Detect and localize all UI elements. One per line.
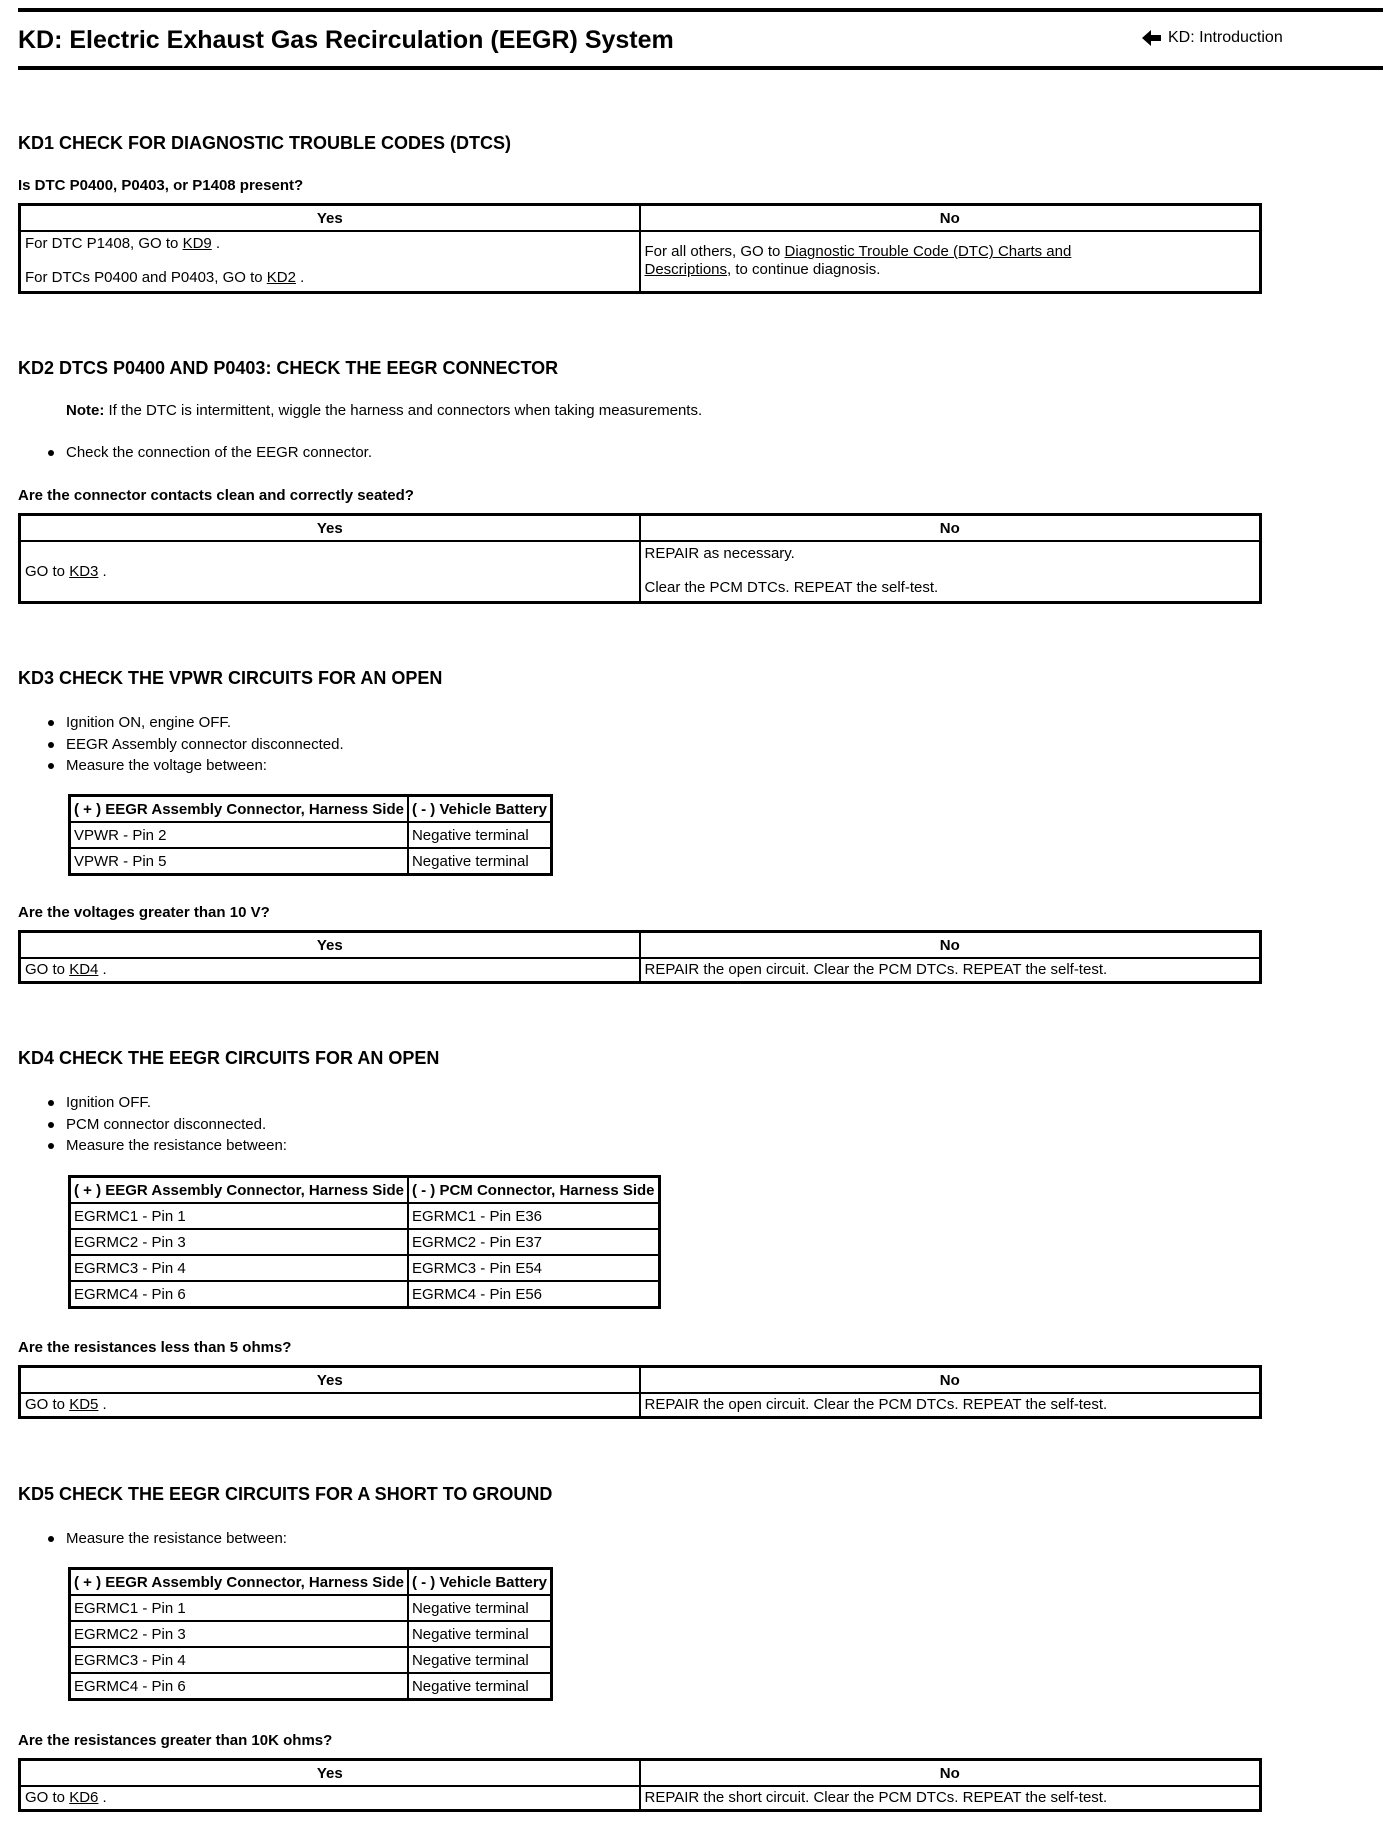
list-item: Measure the voltage between:	[48, 755, 344, 777]
back-arrow-icon	[1142, 29, 1162, 47]
question-kd3: Are the voltages greater than 10 V?	[18, 904, 270, 921]
no-header: No	[640, 1367, 1261, 1394]
section-heading: KD4 CHECK THE EEGR CIRCUITS FOR AN OPEN	[18, 1048, 440, 1068]
no-header: No	[640, 205, 1261, 232]
yes-cell	[20, 231, 640, 292]
text: Clear the PCM DTCs. REPEAT the self-test.	[644, 579, 939, 597]
bullet-list	[48, 442, 372, 464]
list-item: EEGR Assembly connector disconnected.	[48, 734, 344, 756]
cell: Negative terminal	[408, 1621, 552, 1647]
table-row	[70, 1281, 660, 1308]
text: For DTCs P0400 and P0403, GO to	[25, 269, 267, 287]
page-header	[18, 8, 1383, 70]
no-cell: REPAIR the open circuit. Clear the PCM DTCs. REPEAT the self-test.	[640, 1393, 1261, 1417]
list-item: Measure the resistance between:	[48, 1528, 287, 1550]
list-item: PCM connector disconnected.	[48, 1114, 287, 1136]
section-heading: KD1 CHECK FOR DIAGNOSTIC TROUBLE CODES (DTCS)	[18, 133, 512, 153]
section-heading: KD5 CHECK THE EEGR CIRCUITS FOR A SHORT TO GROUND	[18, 1484, 553, 1504]
note	[66, 402, 702, 419]
section-heading: KD3 CHECK THE VPWR CIRCUITS FOR AN OPEN	[18, 668, 443, 688]
text: .	[98, 961, 107, 979]
link-kd6[interactable]: KD6	[69, 1789, 99, 1807]
yes-cell	[20, 541, 640, 602]
column-header: ( + ) EEGR Assembly Connector, Harness Side	[70, 1569, 408, 1596]
yes-no-table-kd1	[18, 203, 1262, 294]
cell: EGRMC1 - Pin 1	[70, 1203, 408, 1229]
table-row	[70, 1595, 552, 1621]
yes-header: Yes	[20, 205, 640, 232]
cell: EGRMC3 - Pin E54	[408, 1255, 659, 1281]
section-kd1	[18, 133, 1383, 154]
note-text: If the DTC is intermittent, wiggle the harness and connectors when taking measurements.	[104, 402, 703, 419]
cell: EGRMC4 - Pin 6	[70, 1281, 408, 1308]
column-header: ( - ) Vehicle Battery	[408, 1569, 552, 1596]
link-kd2[interactable]: KD2	[266, 269, 296, 287]
no-cell: REPAIR the open circuit. Clear the PCM DTCs. REPEAT the self-test.	[640, 958, 1261, 982]
no-header: No	[640, 932, 1261, 959]
column-header: ( + ) EEGR Assembly Connector, Harness Side	[70, 796, 408, 823]
text: .	[98, 562, 107, 580]
link-dtc-charts[interactable]: Diagnostic Trouble Code (DTC) Charts and Descriptions	[644, 243, 1072, 279]
cell: EGRMC3 - Pin 4	[70, 1647, 408, 1673]
text: .	[98, 1396, 107, 1414]
yes-cell	[20, 1786, 640, 1810]
text: , to continue diagnosis.	[727, 261, 881, 279]
cell: Negative terminal	[408, 848, 552, 875]
text: GO to	[25, 961, 70, 979]
bullet-list	[48, 712, 344, 777]
text: REPAIR as necessary.	[644, 545, 795, 563]
no-header: No	[640, 515, 1261, 542]
cell: EGRMC1 - Pin 1	[70, 1595, 408, 1621]
yes-no-table-kd5	[18, 1758, 1262, 1812]
column-header: ( + ) EEGR Assembly Connector, Harness Side	[70, 1177, 408, 1204]
bullet-list	[48, 1528, 287, 1550]
cell: EGRMC4 - Pin E56	[408, 1281, 659, 1308]
yes-header: Yes	[20, 515, 640, 542]
list-item: Measure the resistance between:	[48, 1135, 287, 1157]
yes-no-table-kd2	[18, 513, 1262, 604]
table-row	[70, 1203, 660, 1229]
back-link[interactable]	[1142, 29, 1283, 47]
text: .	[98, 1789, 107, 1807]
yes-cell	[20, 1393, 640, 1417]
cell: VPWR - Pin 5	[70, 848, 408, 875]
question-kd1: Is DTC P0400, P0403, or P1408 present?	[18, 177, 304, 194]
column-header: ( - ) PCM Connector, Harness Side	[408, 1177, 659, 1204]
yes-header: Yes	[20, 1760, 640, 1787]
no-header: No	[640, 1760, 1261, 1787]
cell: EGRMC1 - Pin E36	[408, 1203, 659, 1229]
section-kd5	[18, 1484, 1383, 1505]
table-row	[70, 1229, 660, 1255]
text: .	[295, 269, 305, 287]
column-header: ( - ) Vehicle Battery	[408, 796, 552, 823]
cell: EGRMC2 - Pin 3	[70, 1621, 408, 1647]
bullet-list	[48, 1092, 287, 1157]
list-item: Check the connection of the EEGR connector.	[48, 442, 372, 464]
measurement-table-kd4	[68, 1175, 661, 1309]
cell: Negative terminal	[408, 1673, 552, 1700]
table-row	[70, 1647, 552, 1673]
table-row	[70, 848, 552, 875]
yes-header: Yes	[20, 932, 640, 959]
list-item: Ignition ON, engine OFF.	[48, 712, 344, 734]
cell: EGRMC2 - Pin 3	[70, 1229, 408, 1255]
table-row	[70, 1673, 552, 1700]
measurement-table-kd5	[68, 1567, 553, 1701]
link-kd4[interactable]: KD4	[69, 961, 99, 979]
yes-no-table-kd4	[18, 1365, 1262, 1419]
question-kd2: Are the connector contacts clean and correctly seated?	[18, 487, 414, 504]
text: For all others, GO to	[644, 243, 785, 261]
cell: Negative terminal	[408, 1595, 552, 1621]
cell: Negative terminal	[408, 1647, 552, 1673]
table-row	[70, 822, 552, 848]
text: .	[211, 235, 221, 253]
text: GO to	[25, 562, 70, 580]
yes-no-table-kd3	[18, 930, 1262, 984]
no-cell: REPAIR the short circuit. Clear the PCM DTCs. REPEAT the self-test.	[640, 1786, 1261, 1810]
section-kd3	[18, 668, 1383, 689]
question-kd5: Are the resistances greater than 10K ohms?	[18, 1732, 333, 1749]
section-kd4	[18, 1048, 1383, 1069]
section-heading: KD2 DTCS P0400 AND P0403: CHECK THE EEGR CONNECTOR	[18, 358, 559, 378]
section-kd2	[18, 358, 1383, 379]
link-kd3[interactable]: KD3	[69, 562, 99, 580]
measurement-table-kd3	[68, 794, 553, 876]
link-kd5[interactable]: KD5	[69, 1396, 99, 1414]
no-cell	[640, 231, 1261, 292]
question-kd4: Are the resistances less than 5 ohms?	[18, 1339, 292, 1356]
list-item: Ignition OFF.	[48, 1092, 287, 1114]
back-link-label[interactable]: KD: Introduction	[1168, 29, 1283, 46]
cell: EGRMC2 - Pin E37	[408, 1229, 659, 1255]
text: GO to	[25, 1789, 70, 1807]
note-label: Note:	[66, 402, 105, 419]
table-row	[70, 1621, 552, 1647]
cell: Negative terminal	[408, 822, 552, 848]
text: For DTC P1408, GO to	[25, 235, 183, 253]
link-kd9[interactable]: KD9	[182, 235, 212, 253]
table-row	[70, 1255, 660, 1281]
no-cell	[640, 541, 1261, 602]
cell: EGRMC4 - Pin 6	[70, 1673, 408, 1700]
yes-cell	[20, 958, 640, 982]
page-title: KD: Electric Exhaust Gas Recirculation (EEGR) System	[18, 26, 674, 54]
cell: EGRMC3 - Pin 4	[70, 1255, 408, 1281]
yes-header: Yes	[20, 1367, 640, 1394]
text: GO to	[25, 1396, 70, 1414]
cell: VPWR - Pin 2	[70, 822, 408, 848]
